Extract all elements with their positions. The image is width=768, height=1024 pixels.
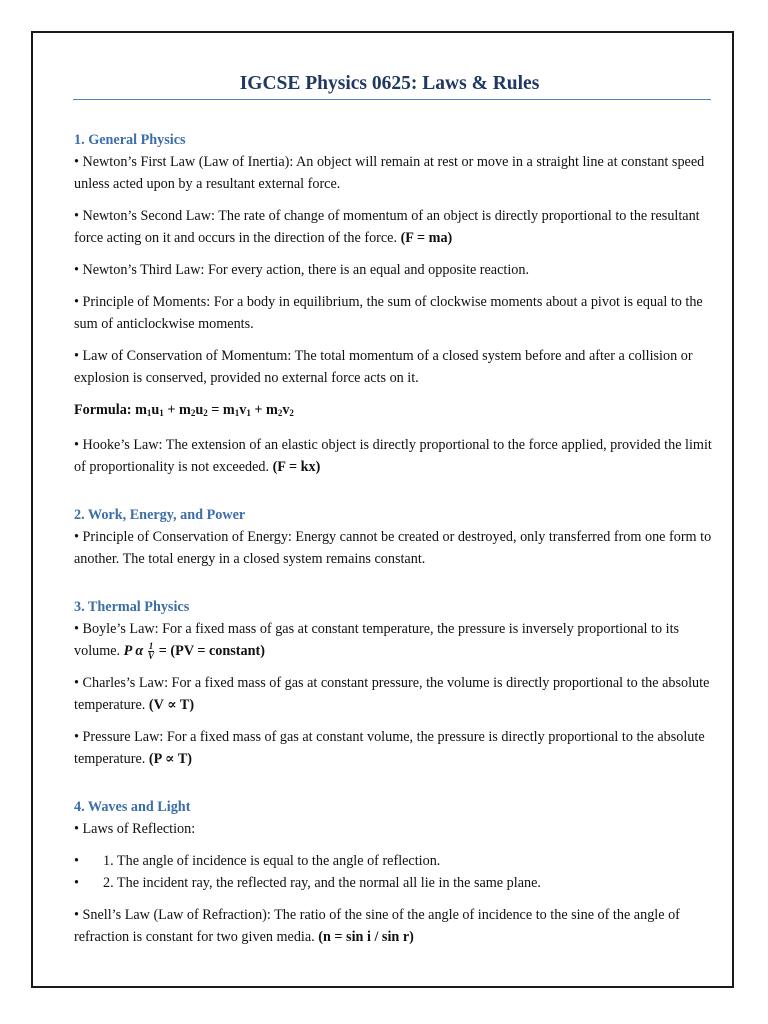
- bullet-icon: •: [74, 853, 79, 869]
- list-item: [74, 872, 714, 894]
- title-underline: [73, 99, 711, 100]
- momentum-formula-term: m: [135, 402, 147, 418]
- laws-of-reflection: • Laws of Reflection:: [74, 821, 196, 837]
- momentum-formula-term: v: [282, 402, 290, 418]
- hookes-law: [74, 434, 714, 478]
- momentum-formula: [74, 399, 714, 424]
- momentum-formula-term: v: [239, 402, 247, 418]
- list-item-text: 2. The incident ray, the reflected ray, and the normal all lie in the same plane.: [103, 875, 541, 891]
- charles-law: [74, 672, 714, 716]
- section-heading-thermal-physics: 3. Thermal Physics: [74, 599, 190, 615]
- section-heading-general-physics: 1. General Physics: [74, 132, 186, 148]
- boyles-law-text: • Boyle’s Law: For a fixed mass of gas at constant temperature, the pressure is inversely proportional to its volume.: [74, 621, 680, 659]
- fraction-numerator: 1: [148, 641, 154, 652]
- list-item: [74, 850, 714, 872]
- momentum-formula-operator: +: [250, 402, 266, 418]
- principle-of-moments: • Principle of Moments: For a body in equilibrium, the sum of clockwise moments about a pivot is equal to the sum of anticlockwise moments.: [74, 294, 703, 332]
- momentum-formula-term: m: [222, 402, 235, 418]
- newtons-third-law: • Newton’s Third Law: For every action, there is an equal and opposite reaction.: [74, 262, 530, 278]
- document-body: [74, 129, 714, 948]
- momentum-formula-subscript: 2: [277, 408, 283, 418]
- momentum-formula-operator: +: [163, 402, 179, 418]
- newtons-second-law-text: • Newton’s Second Law: The rate of change of momentum of an object is directly proportional to the resultant force acting on it and occurs in the direction of the force.: [74, 208, 700, 246]
- snells-law-text: • Snell’s Law (Law of Refraction): The ratio of the sine of the angle of incidence to the sine of the angle of refraction is constant for two given media.: [74, 907, 680, 945]
- momentum-formula-subscript: 2: [190, 408, 196, 418]
- snells-law: [74, 904, 714, 948]
- charles-law-text: • Charles’s Law: For a fixed mass of gas at constant pressure, the volume is directly proportional to the absolute temperature.: [74, 675, 710, 713]
- boyles-law-fraction: [148, 642, 155, 661]
- fraction-denominator: V: [147, 651, 154, 662]
- conservation-of-energy: • Principle of Conservation of Energy: Energy cannot be created or destroyed, only transferred from one form to another. The total energy in a closed system remains constant.: [74, 529, 712, 567]
- momentum-formula-label: Formula:: [74, 402, 136, 418]
- charles-law-formula: (V ∝ T): [148, 697, 195, 713]
- document-title: IGCSE Physics 0625: Laws & Rules: [239, 73, 540, 94]
- momentum-formula-term: m: [266, 402, 278, 418]
- momentum-formula-term: m: [178, 402, 191, 418]
- hookes-law-text: • Hooke’s Law: The extension of an elastic object is directly proportional to the force applied, provided the limit of proportionality is not exceeded.: [74, 437, 712, 475]
- boyles-law: [74, 618, 714, 662]
- newtons-first-law: • Newton’s First Law (Law of Inertia): An object will remain at rest or move in a straight line at constant speed unless acted upon by a resultant external force.: [74, 154, 705, 192]
- boyles-law-formula: = (PV = constant): [155, 643, 265, 659]
- newtons-second-law-formula: (F = ma): [400, 230, 453, 246]
- momentum-formula-subscript: 2: [203, 408, 208, 418]
- conservation-of-momentum: • Law of Conservation of Momentum: The total momentum of a closed system before and after a collision or explosion is conserved, provided no external force acts on it.: [74, 348, 693, 386]
- list-item-text: 1. The angle of incidence is equal to the angle of reflection.: [103, 853, 441, 869]
- momentum-formula-term: u: [195, 402, 204, 418]
- hookes-law-formula: (F = kx): [272, 459, 321, 475]
- momentum-formula-subscript: 1: [146, 408, 152, 418]
- momentum-formula-operator: =: [207, 402, 223, 418]
- momentum-formula-term: u: [151, 402, 160, 418]
- pressure-law-formula: (P ∝ T): [148, 751, 193, 767]
- pressure-law-text: • Pressure Law: For a fixed mass of gas at constant volume, the pressure is directly proportional to the absolute temperature.: [74, 729, 705, 767]
- reflection-list: [74, 850, 714, 894]
- pressure-law: [74, 726, 714, 770]
- document-page: [31, 31, 734, 988]
- section-heading-waves-and-light: 4. Waves and Light: [74, 799, 191, 815]
- momentum-formula-subscript: 2: [289, 408, 294, 418]
- section-heading-work-energy-power: 2. Work, Energy, and Power: [74, 507, 246, 523]
- momentum-formula-subscript: 1: [234, 408, 240, 418]
- newtons-second-law: [74, 205, 714, 249]
- bullet-icon: •: [74, 875, 79, 891]
- momentum-formula-subscript: 1: [159, 408, 164, 418]
- boyles-law-symbol: P α: [123, 643, 147, 659]
- momentum-formula-subscript: 1: [246, 408, 251, 418]
- snells-law-formula: (n = sin i / sin r): [318, 929, 414, 945]
